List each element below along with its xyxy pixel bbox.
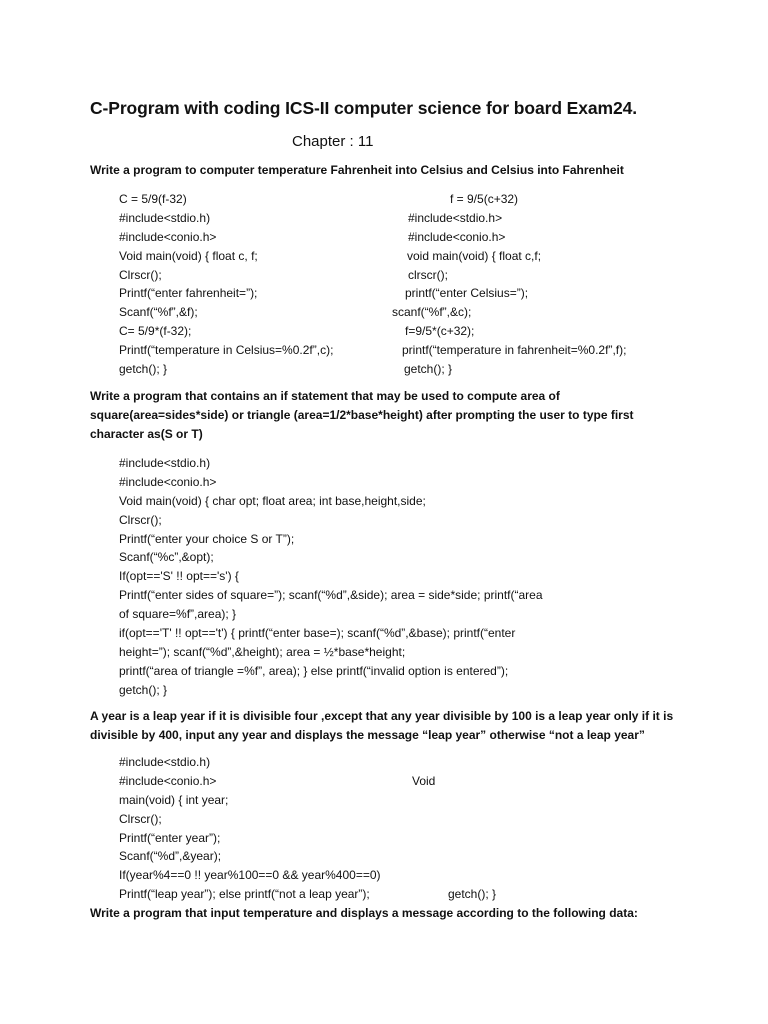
code-line: printf(“temperature in fahrenheit=%0.2f”,f); — [402, 343, 627, 358]
code-line: C= 5/9*(f-32); — [119, 324, 192, 339]
code-text: getch(); } — [448, 887, 497, 902]
code-text: Printf(“leap year”); else printf(“not a leap year”); — [119, 887, 370, 902]
question-1: Write a program to computer temperature Fahrenheit into Celsius and Celsius into Fahrenheit — [90, 163, 624, 177]
code-line: If(opt=='S' !! opt=='s') { — [119, 569, 239, 584]
code-text: Void — [412, 773, 436, 788]
code-line: Void main(void) { float c, f; — [119, 248, 258, 263]
q1-right-code — [392, 190, 627, 379]
code-line: Printf(“enter sides of square=”); scanf(“%d”,&side); area = side*side; printf(“area — [119, 588, 543, 603]
code-line: printf(“area of triangle =%f”, area); } else printf(“invalid option is entered”); — [119, 663, 509, 678]
code-line: height=”); scanf(“%d”,&height); area = ½*base*height; — [119, 644, 406, 659]
code-line: Printf(“enter year”); — [119, 830, 221, 845]
chapter-heading: Chapter : 11 — [292, 133, 374, 150]
code-line: if(opt=='T' !! opt=='t') { printf(“enter base=); scanf(“%d”,&base); printf(“enter — [119, 626, 516, 641]
code-line: clrscr(); — [408, 267, 448, 282]
code-line: getch(); } — [404, 362, 453, 377]
code-line: Clrscr(); — [119, 267, 162, 282]
code-line: #include<stdio.h) — [119, 210, 211, 225]
code-line: f=9/5*(c+32); — [405, 324, 475, 339]
code-line: Scanf(“%d”,&year); — [119, 849, 222, 864]
code-line: Clrscr(); — [119, 811, 162, 826]
q2-code — [119, 454, 543, 700]
code-line: getch(); } — [119, 682, 168, 697]
code-line: Printf(“enter fahrenheit=”); — [119, 286, 258, 301]
code-line: #include<conio.h> — [119, 229, 217, 244]
code-line: getch(); } — [119, 362, 168, 377]
code-line: #include<conio.h> — [119, 474, 217, 489]
code-line: void main(void) { float c,f; — [407, 248, 542, 263]
code-line: Scanf(“%c”,&opt); — [119, 550, 214, 565]
question-2: Write a program that contains an if statement that may be used to compute area of square(area=sides*side) or triangle (area=1/2*base*height) after prompting the user to type first character as(S or T) — [90, 389, 634, 441]
q1-left-code — [119, 190, 333, 379]
code-line — [119, 772, 436, 791]
code-line: Printf(“enter your choice S or T”); — [119, 531, 295, 546]
code-line: Clrscr(); — [119, 512, 162, 527]
q3-code — [119, 753, 497, 904]
code-line: #include<stdio.h) — [119, 456, 211, 470]
code-line: If(year%4==0 !! year%100==0 && year%400==0) — [119, 868, 381, 883]
code-line: scanf(“%f”,&c); — [392, 305, 472, 320]
code-line: f = 9/5(c+32) — [450, 192, 519, 206]
code-line: Scanf(“%f”,&f); — [119, 305, 198, 320]
code-line: #include<stdio.h> — [408, 210, 503, 225]
code-line: printf(“enter Celsius=”); — [405, 286, 529, 301]
code-line: Printf(“temperature in Celsius=%0.2f”,c); — [119, 343, 334, 358]
code-line: C = 5/9(f-32) — [119, 192, 187, 206]
code-line: #include<conio.h> — [408, 229, 506, 244]
code-line — [119, 885, 497, 904]
code-line: of square=%f”,area); } — [119, 607, 237, 622]
question-4: Write a program that input temperature and displays a message according to the following data: — [90, 906, 638, 920]
question-3: A year is a leap year if it is divisible four ,except that any year divisible by 100 is a leap year only if it is divisible by 400, input any year and displays the message “leap year” otherwise “not a leap year” — [90, 709, 674, 742]
code-line: #include<stdio.h) — [119, 755, 211, 769]
code-text: #include<conio.h> — [119, 773, 217, 788]
code-line: Void main(void) { char opt; float area; int base,height,side; — [119, 493, 426, 508]
code-line: main(void) { int year; — [119, 792, 229, 807]
page-title: C-Program with coding ICS-II computer science for board Exam24. — [90, 98, 638, 118]
